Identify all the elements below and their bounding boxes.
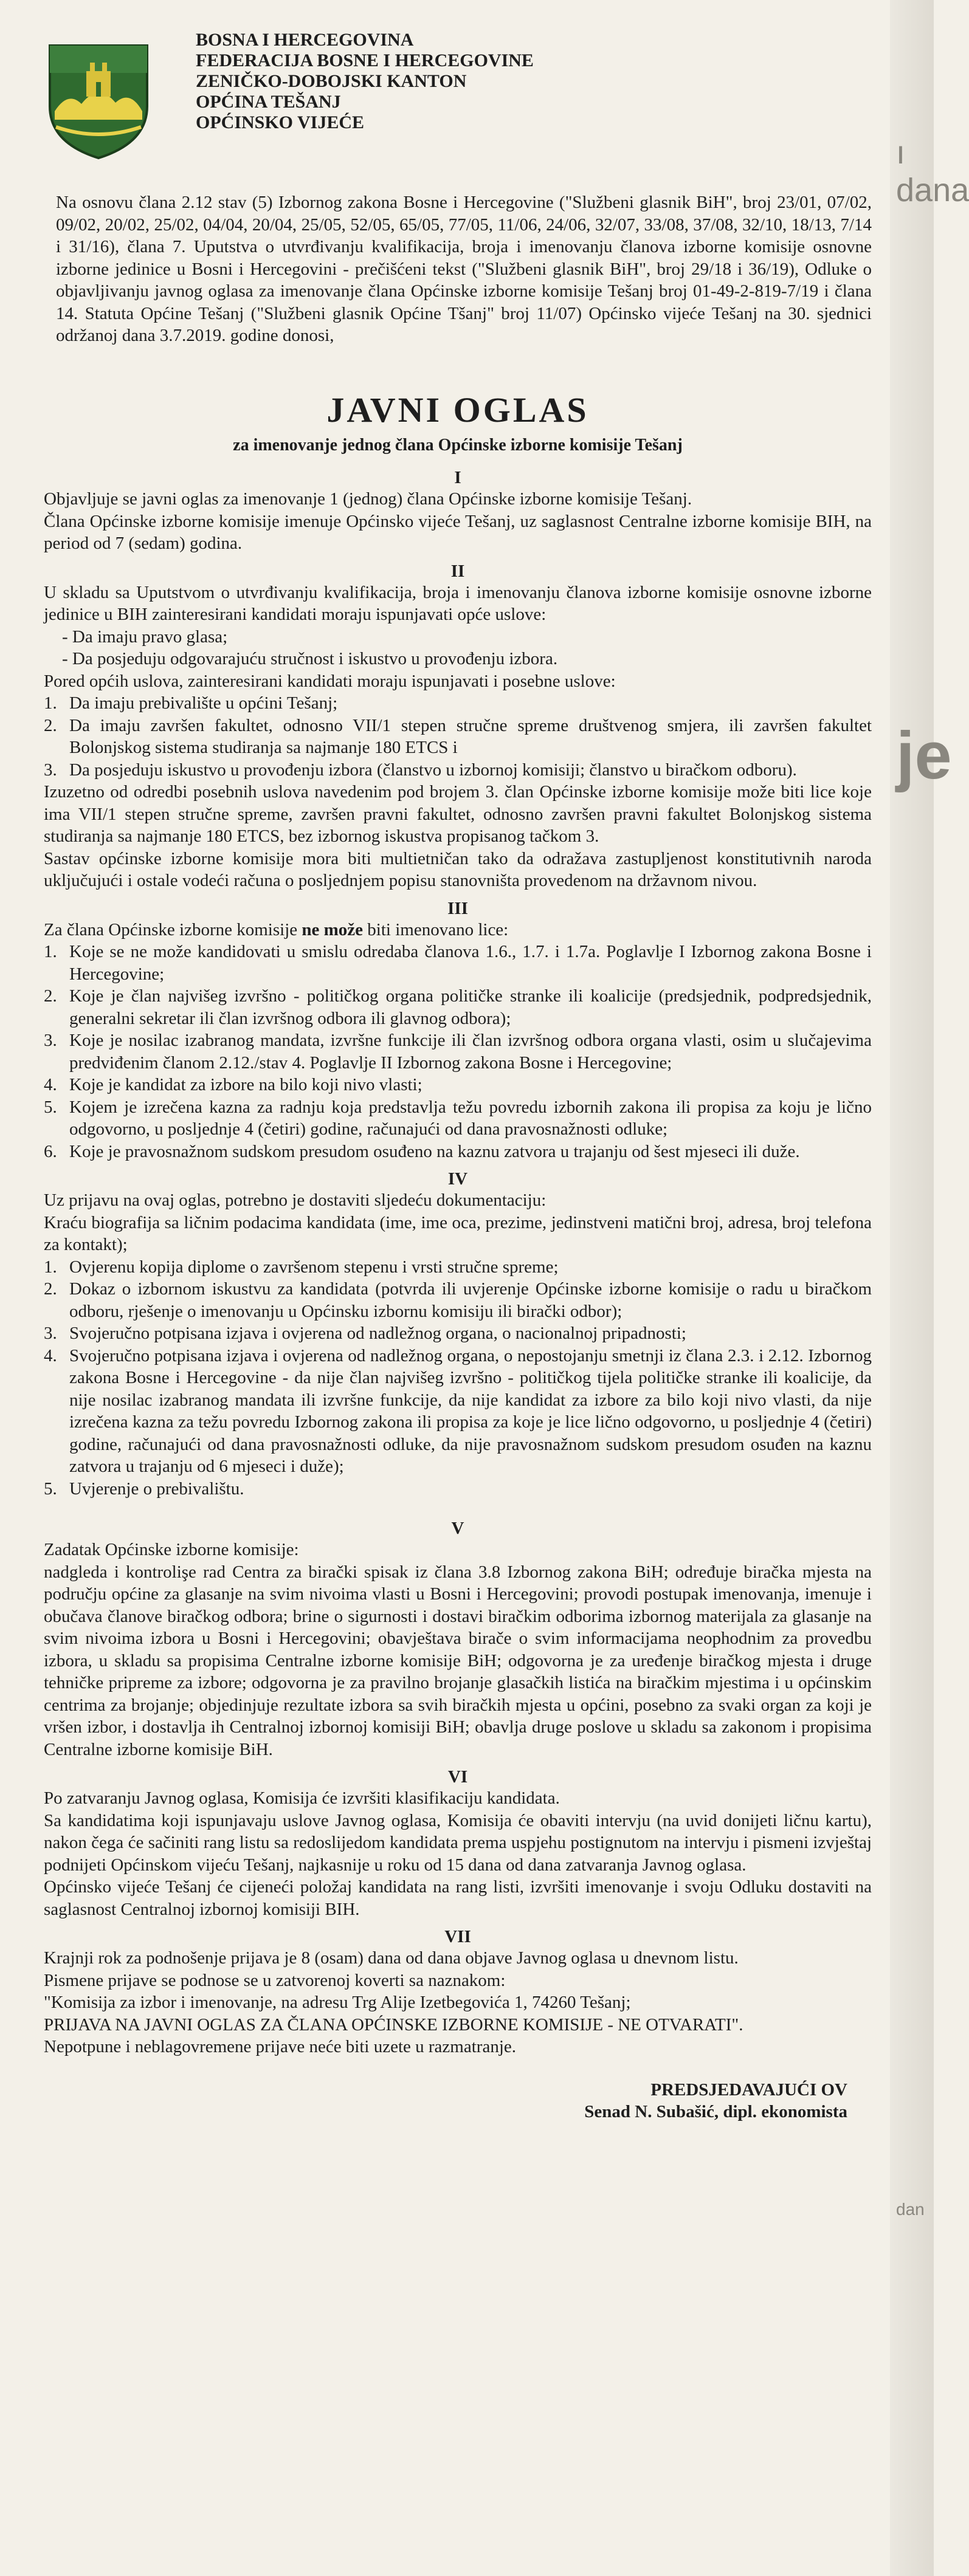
notice-subtitle: za imenovanje jednog člana Općinske izborne komisije Tešanj [233,435,683,455]
section-number: VII [444,1927,471,1946]
bleed-text: je [896,718,952,793]
legal-basis-paragraph: Na osnovu člana 2.12 stav (5) Izbornog zakona Bosne i Hercegovine ("Službeni glasnik BiH", broj 23/01, 07/02, 09/02, 20/02, 25/02, 04/04, 20/04, 25/05, 52/05, 65/05, 77/05, 11/06, 24/06, 32/07, 33/08, 37/08, 32/10, 18/13, 7/14 i 31/16), člana 7. Uputstva o utvrđivanju kvalifikacija, broja i imenovanju članova izborne komisije osnovne izborne jedinice u Bosni i Hercegovini - prečišćeni tekst ("Službeni glasnik BiH", broj 29/18 i 36/19), Odluke o objavljivanju javnog oglasa za imenovanje člana Općinske izborne komisije Tešanj broj 01-49-2-819-7/19 i člana 14. Statuta Općine Tešanj ("Službeni glasnik Općine Tšanj" broj 11/07) Općinsko vijeće Tešanj na 30. sjednici održanoj dana 3.7.2019. godine donosi, [56,193,872,345]
paragraph: Nepotpune i neblagovremene prijave neće biti uzete u razmatranje. [44,2037,516,2056]
paragraph: Po zatvaranju Javnog oglasa, Komisija će izvršiti klasifikaciju kandidata. [44,1788,560,1808]
paragraph: Za člana Općinske izborne komisije ne može biti imenovano lice: [44,919,509,939]
list-item: 1. Ovjerenu kopija diplome o završenom stepenu i vrsti stručne spreme; [44,1257,559,1277]
list-item: 6. Koje je pravosnažnom sudskom presudom osuđeno na kaznu zatvora u trajanju od šest mjeseci ili duže. [44,1141,800,1161]
paragraph: nadgleda i kontrolişe rad Centra za birački spisak iz člana 3.8 Izbornog zakona BiH; određuje biračka mjesta na području općine za glasanje na svim nivoima vlasti u Bosni i Hercegovini; provodi postupak imenovanja, imenuje i obučava članove biračkog odbora; brine o sigurnosti i dostavi biračkim odborima izbornog materijala za glasanje na svim nivoima izbora u Bosni i Hercegovini; obavještava birače o svim informacijama neophodnim za provedbu izbora, u skladu sa propisima Centralne izborne komisije BiH; odgovorna je za uređenje biračkog mjesta i druge tehničke pripreme za izbore; odgovorna je za pravilno brojanje glasačkih listića na biračkim mjestima i u općinskim centrima za brojanje; objedinjuje rezultate izbora sa svih biračkih mjesta u općini, posebno za svaki organ za koji je vršen izbor, i dostavlja ih Centralnoj izbornoj komisiji BiH; obavlja druge poslove u skladu sa zakonom i propisima Centralne izborne komisije BiH. [44,1562,872,1759]
paragraph: Izuzetno od odredbi posebnih uslova navedenim pod brojem 3. član Općinske izborne komisije može biti lice koje ima VII/1 stepen stručne spreme, završen pravni fakultet, odnosno završen pravni fakultet Bolonjskog sistema studiranja sa najmanje 180 ETCS, bez izbornog iskustva propisanog tačkom 3. [44,782,872,846]
notice-title: JAVNI OGLAS [326,390,589,430]
list-item: 2. Da imaju završen fakultet, odnosno VII/1 stepen stručne spreme društvenog smjera, ili završen fakultet Bolonjskog sistema studiranja sa najmanje 180 ETCS i [44,715,872,757]
section-number: V [451,1519,464,1538]
list-item: 5. Kojem je izrečena kazna za radnju koja predstavlja težu povredu izbornih zakona ili propisa za koju je lično odgovorno, u posljednje 4 (četiri) godine, računajući od dana pravosnažnosti odluke; [44,1097,872,1139]
paragraph: Općinsko vijeće Tešanj će cijeneći položaj kandidata na rang listi, izvršiti imenovanje i svoju Odluku dostaviti na saglasnost Centralnoj izbornoj komisiji BIH. [44,1877,872,1919]
list-item: 2. Dokaz o izbornom iskustvu za kandidata (potvrda ili uvjerenje Općinske izborne komisije o radu u biračkom odboru, rješenje o imenovanju u Općinsku izbornu komisiju ili birački odbor); [44,1279,872,1321]
issuer-line: BOSNA I HERCEGOVINA [196,30,414,50]
issuer-line: OPĆINA TEŠANJ [196,92,341,112]
section-number: II [450,561,465,581]
paragraph: Uz prijavu na ovaj oglas, potrebno je dostaviti sljedeću dokumentaciju: [44,1190,547,1210]
paragraph: Člana Općinske izborne komisije imenuje Općinsko vijeće Tešanj, uz saglasnost Centralne izborne komisije BIH, na period od 7 (sedam) godina. [44,511,872,553]
bleed-text: ı dana [896,134,969,208]
list-item: - Da posjeduju odgovarajuću stručnost i iskustvo u provođenju izbora. [62,649,558,668]
list-item: 2. Koje je član najvišeg izvršno - političkog organa političke stranke ili koalicije (predsjednik, podpredsjednik, generalni sekretar ili član izvršnog odbora ili glavnog odbora); [44,986,872,1028]
bleed-text: dan [896,2200,925,2219]
list-item: - Da imaju pravo glasa; [62,627,228,647]
paragraph: Zadatak Općinske izborne komisije: [44,1540,299,1559]
paragraph: Pismene prijave se podnose se u zatvorenoj koverti sa naznakom: [44,1970,506,1990]
list-item: 5. Uvjerenje o prebivalištu. [44,1479,244,1499]
paragraph: "Komisija za izbor i imenovanje, na adresu Trg Alije Izetbegovića 1, 74260 Tešanj; [44,1993,631,2012]
list-item: 3. Da posjeduju iskustvo u provođenju izbora (članstvo u izbornoj komisiji; članstvo u biračkom odboru). [44,760,797,780]
list-item: 1. Da imaju prebivalište u općini Tešanj; [44,693,338,713]
paragraph: Kraću biografija sa ličnim podacima kandidata (ime, ime oca, prezime, jedinstveni matični broj, adresa, broj telefona za kontakt); [44,1212,872,1254]
section-number: IV [447,1169,468,1189]
paragraph: PRIJAVA NA JAVNI OGLAS ZA ČLANA OPĆINSKE IZBORNE KOMISIJE - NE OTVARATI". [44,2014,743,2035]
section-number: VI [447,1767,468,1787]
notice-header [44,21,872,161]
signatory-name: Senad N. Subašić, dipl. ekonomista [584,2101,847,2121]
list-item: 4. Svojeručno potpisana izjava i ovjerena od nadležnog organa, o nepostojanju smetnji iz člana 2.3. i 2.12. Izbornog zakona Bosne i Hercegovine - da nije član najvišeg izvršno - političkog tijela političke stranke ili koalicije, da nije nosilac izabranog mandata ili izvršne funkcije, da nije kandidat za izbore za bilo koji nivo vlasti, da nije izrečena kazna za težu povredu Izbornog zakona ili propisa za koje je lice lično odgovorno, u posljednje 4 (četiri) godine, računajući od dana pravosnažnosti odluke, da nije pravosnažnom sudskom presudom osuđen na kaznu zatvora u trajanju od 6 mjeseci i duže); [44,1345,872,1476]
section-number: I [454,468,461,487]
paragraph: U skladu sa Uputstvom o utvrđivanju kvalifikacija, broja i imenovanju članova izborne komisije osnovne izborne jedinice u BIH zainteresirani kandidati moraju ispunjavati opće uslove: [44,582,872,624]
signature-block [44,2079,872,2123]
paragraph: Krajnji rok za podnošenje prijava je 8 (osam) dana od dana objave Javnog oglasa u dnevnom listu. [44,1948,739,1968]
paragraph: Sastav općinske izborne komisije mora biti multietničan tako da odražava zastupljenost konstitutivnih naroda uključujući i ostale vodeći računa o posljednjem popisu stanovništa provedenom na državnom nivou. [44,848,872,890]
paragraph: Objavljuje se javni oglas za imenovanje 1 (jednog) člana Općinske izborne komisije Tešanj. [44,489,692,509]
list-item: 3. Koje je nosilac izabranog mandata, izvršne funkcije ili član izvršnog odbora organa vlasti, osim u slučajevima predviđenim članom 2.12./stav 4. Poglavlje II Izbornog zakona Bosne i Hercegovine; [44,1031,872,1073]
section-number: III [447,898,468,918]
list-item: 1. Koje se ne može kandidovati u smislu odredaba članova 1.6., 1.7. i 1.7a. Poglavlje I Izbornog zakona Bosne i Hercegovine; [44,942,872,984]
list-item: 3. Svojeručno potpisana izjava i ovjerena od nadležnog organa, o nacionalnoj pripadnosti; [44,1324,686,1343]
adjacent-page-bleed [890,0,969,2576]
coat-of-arms-icon [44,39,153,161]
issuer-line: OPĆINSKO VIJEĆE [196,112,365,132]
issuer-line: ZENIČKO-DOBOJSKI KANTON [196,71,467,91]
list-item: 4. Koje je kandidat za izbore na bilo koji nivo vlasti; [44,1075,422,1094]
paragraph: Pored općih uslova, zainteresirani kandidati moraju ispunjavati i posebne uslove: [44,671,616,691]
signatory-role: PREDSJEDAVAJUĆI OV [650,2080,847,2100]
paragraph: Sa kandidatima koji ispunjavaju uslove Javnog oglasa, Komisija će obaviti intervju (na uvid donijeti ličnu kartu), nakon čega će sačiniti rang listu sa redoslijedom kandidata prema uspjehu postignutom na intervju i pismeni izvještaj podnijeti Općinskom vijeću Tešanj, najkasnije u roku od 15 dana od dana zatvaranja Javnog oglasa. [44,1810,872,1875]
public-notice [44,21,872,2561]
issuer-block [196,30,534,133]
issuer-line: FEDERACIJA BOSNE I HERCEGOVINE [196,50,534,70]
